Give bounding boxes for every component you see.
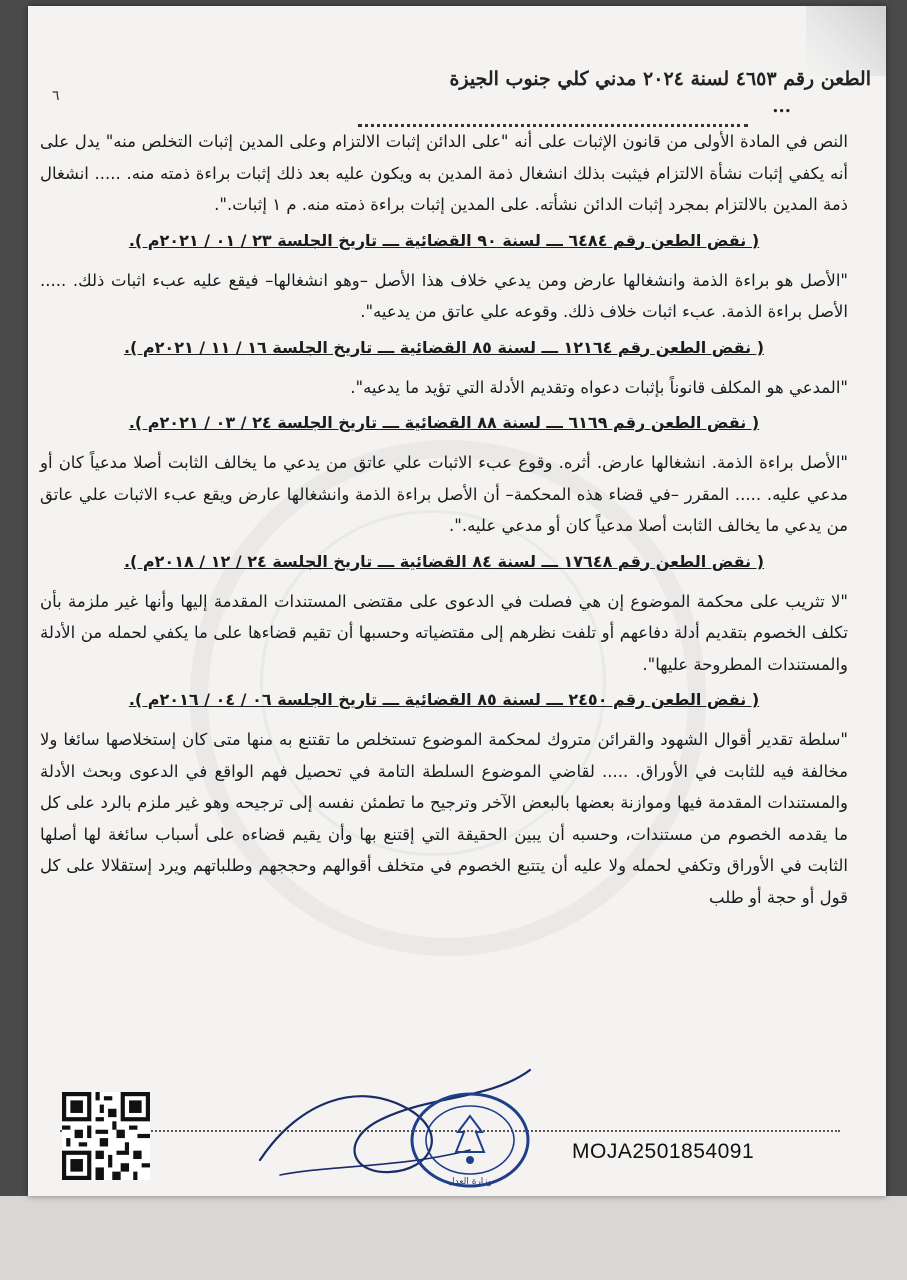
quote-paragraph: "المدعي هو المكلف قانوناً بإثبات دعواه وتقديم الأدلة التي تؤيد ما يدعيه". (350, 377, 848, 397)
ruling-citation: ( نقض الطعن رقم ١٧٦٤٨ ـــ لسنة ٨٤ القضائية ـــ تاريخ الجلسة ٢٤ / ١٢ / ٢٠١٨م ). (123, 551, 765, 571)
case-header (449, 68, 871, 90)
case-subheader (772, 96, 791, 117)
quote-paragraph: "الأصل هو براءة الذمة وانشغالها عارض ومن يدعي خلاف هذا الأصل –وهو انشغالها– فيقع عليه عبء اثبات ذلك. ..... الأصل براءة الذمة. عبء اثبات خلاف ذلك. وقوعه علي عاتق من يدعيه". (40, 270, 848, 321)
document-code: MOJA2501854091 (572, 1140, 755, 1163)
page-number: ٦ (52, 88, 60, 104)
ruling-citation: ( نقض الطعن رقم ٦١٦٩ ـــ لسنة ٨٨ القضائية ـــ تاريخ الجلسة ٢٤ / ٠٣ / ٢٠٢١م ). (128, 413, 760, 432)
quote-paragraph: "سلطة تقدير أقوال الشهود والقرائن متروك لمحكمة الموضوع تستخلص ما تقتنع به منها متى كان إستخلاصها سائغا ولا مخالفة فيه للثابت في الأوراق. ..... لقاضي الموضوع السلطة التامة في تحصيل فهم الواقع في الدعوى وبحث الأدلة والمستندات المقدمة فيها وموازنة بعضها بالبعض الآخر وترجيح ما تطمئن نفسه إلى ترجيحه وهو غير ملزم بالرد على كل ما يقدمه الخصوم من مستندات، وحسبه أن يبين الحقيقة التي إقتنع بها وأن يقيم قضاءه على أسباب سائغة لها أصلها الثابت في الأوراق وتكفي لحمله ولا عليه أن يتتبع الخصوم في متخلف أقوالهم وحججهم وطلباتهم ويرد إستقلالا على كل قول أو حجة أو طلب (40, 730, 848, 907)
scan-background (0, 1196, 907, 1280)
ruling-citation: ( نقض الطعن رقم ١٢١٦٤ ـــ لسنة ٨٥ القضائية ـــ تاريخ الجلسة ١٦ / ١١ / ٢٠٢١م ). (123, 337, 765, 357)
case-subline: ... (772, 96, 791, 117)
ministry-stamp (406, 1086, 534, 1190)
quote-paragraph: "لا تثريب على محكمة الموضوع إن هي فصلت في الدعوى على مقتضى المستندات المقدمة إليها وأنها غير ملزمة بأن تكلف الخصوم بتقديم أدلة دفاعهم أو تلفت نظرهم إلى مقتضياته وحسبها أن تقيم قضاءها على ما يكفي لحمله من الأدلة والمستندات المطروحة عليها". (40, 591, 848, 674)
folded-corner (806, 6, 886, 76)
qr-code-icon (62, 1092, 150, 1180)
svg-text:وزارة العدل: وزارة العدل (448, 1177, 492, 1187)
ruling-citation: ( نقض الطعن رقم ٦٤٨٤ ـــ لسنة ٩٠ القضائية ـــ تاريخ الجلسة ٢٣ / ٠١ / ٢٠٢١م ). (128, 230, 760, 250)
quote-paragraph: "الأصل براءة الذمة. انشغالها عارض. أثره. وقوع عبء الاثبات علي عاتق من يدعي ما يخالف الثابت أصلا مدعياً كان أو مدعي عليه. ..... المقرر –في قضاء هذه المحكمة– أن الأصل براءة الذمة وانشغالها عارض ويقع عبء الاثبات علي عاتق من يدعي ما يخالف الثابت أصلا مدعياً كان أو مدعي عليه.". (40, 453, 848, 535)
case-line: الطعن رقم ٤٦٥٣ لسنة ٢٠٢٤ مدني كلي جنوب الجيزة (449, 68, 871, 90)
ruling-citation: ( نقض الطعن رقم ٢٤٥٠ ـــ لسنة ٨٥ القضائية ـــ تاريخ الجلسة ٠٦ / ٠٤ / ٢٠١٦م ). (128, 690, 760, 709)
quote-paragraph: النص في المادة الأولى من قانون الإثبات على أنه "على الدائن إثبات الالتزام وعلى المدين إثبات التخلص منه" يدل على أنه يكفي إثبات نشأة الالتزام فيثبت بذلك انشغال ذمة المدين به ويكون عليه بعد ذلك إثبات براءة ذمته منه. ..... انشغال ذمة المدين بالالتزام بمجرد إثبات الدائن نشأته. على المدين إثبات براءة ذمته منه. م ١ إثبات.". (40, 132, 848, 214)
document-body (40, 126, 848, 913)
